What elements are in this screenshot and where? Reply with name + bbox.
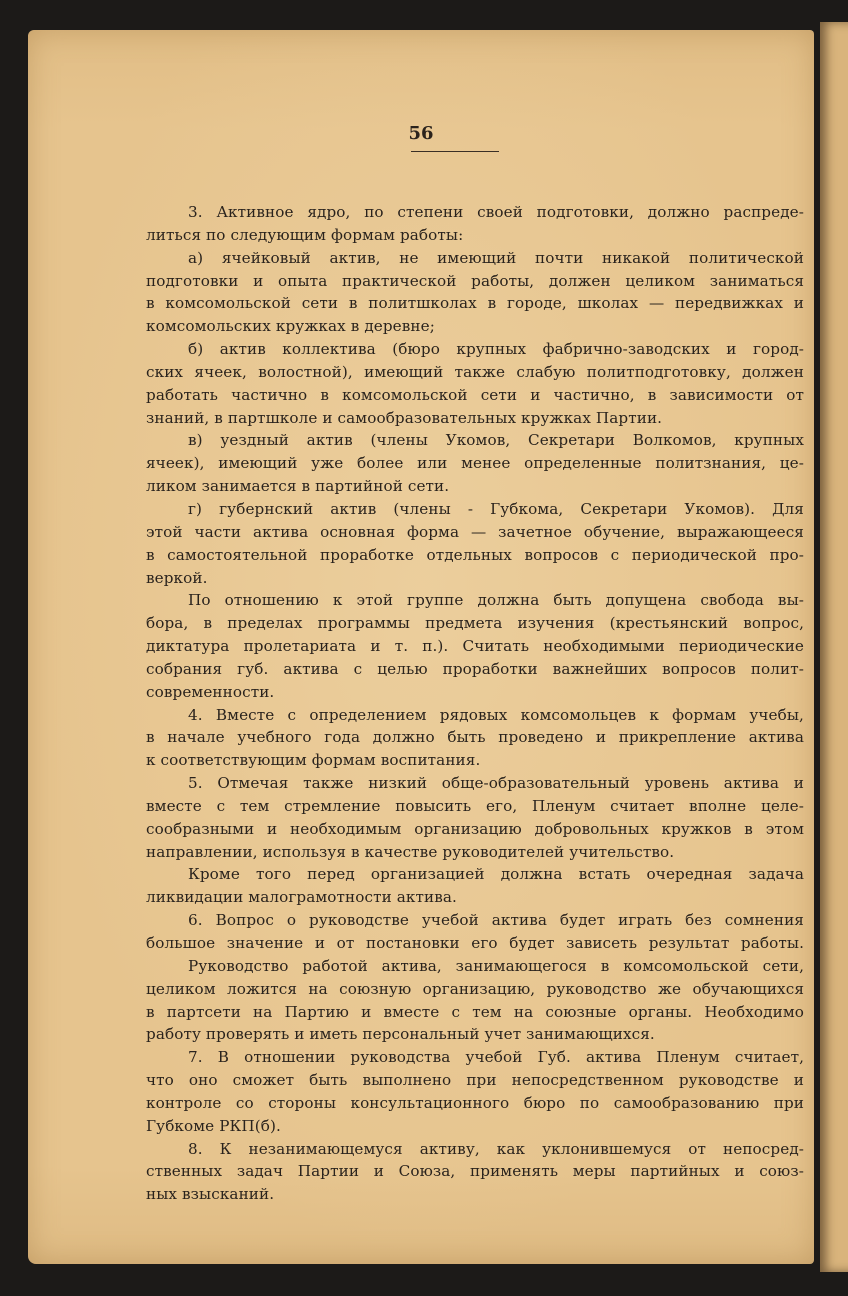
text-line: диктатура пролетариата и т. п.). Считать необходимыми периодические — [146, 637, 804, 656]
text-line: знаний, в партшколе и самообразовательных кружках Партии. — [146, 408, 663, 427]
text-line: 8. К незанимающемуся активу, как уклонившемуся от непосред- — [188, 1139, 804, 1158]
text-line: ликвидации малограмотности актива. — [146, 888, 457, 907]
text-line: Руководство работой актива, занимающегося в комсомольской сети, — [188, 956, 804, 975]
text-line: ликом занимается в партийной сети. — [146, 477, 450, 496]
book-page — [28, 30, 814, 1264]
text-line: в самостоятельной проработке отдельных вопросов с периодической про- — [146, 545, 804, 564]
text-line: 4. Вместе с определением рядовых комсомольцев к формам учебы, — [188, 705, 804, 724]
text-line: в начале учебного года должно быть проведено и прикрепление актива — [146, 728, 804, 747]
text-line: большое значение и от постановки его будет зависеть результат работы. — [146, 934, 804, 952]
text-line: современности. — [146, 682, 275, 701]
text-line: работу проверять и иметь персональный учет занимающихся. — [146, 1025, 655, 1044]
text-line: в партсети на Партию и вместе с тем на союзные органы. Необходимо — [146, 1002, 804, 1021]
text-line: этой части актива основная форма — зачетное обучение, выражающееся — [146, 522, 804, 541]
text-line: сообразными и необходимым организацию добровольных кружков в этом — [146, 819, 804, 838]
text-line: По отношению к этой группе должна быть допущена свобода вы- — [188, 591, 804, 610]
text-line: контроле со стороны консультационного бюро по самообразованию при — [146, 1093, 804, 1112]
text-line: направлении, используя в качестве руководителей учительство. — [146, 842, 675, 861]
text-line: Кроме того перед организацией должна встать очередная задача — [188, 865, 804, 884]
adjacent-page-edge — [820, 22, 848, 1272]
text-line: 3. Активное ядро, по степени своей подготовки, должно распреде- — [188, 203, 804, 221]
text-line: г) губернский актив (члены - Губкома, Секретари Укомов). Для — [188, 499, 804, 518]
text-line: а) ячейковый актив, не имеющий почти никакой политической — [188, 248, 804, 267]
text-line: бора, в пределах программы предмета изучения (крестьянский вопрос, — [146, 614, 804, 633]
text-line: работать частично в комсомольской сети и частично, в зависимости от — [146, 385, 804, 404]
body-text — [146, 201, 804, 1206]
text-line: собрания губ. актива с целью проработки важнейших вопросов полит- — [146, 659, 804, 678]
text-line: в) уездный актив (члены Укомов, Секретари Волкомов, крупных — [188, 431, 804, 450]
text-line: б) актив коллектива (бюро крупных фабрично-заводских и город- — [188, 340, 804, 359]
text-line: что оно сможет быть выполнено при непосредственном руководстве и — [146, 1071, 804, 1090]
text-line: литься по следующим формам работы: — [146, 225, 464, 244]
text-line: 5. Отмечая также низкий обще-образовательный уровень актива и — [188, 774, 804, 793]
text-line: подготовки и опыта практической работы, должен целиком заниматься — [146, 271, 804, 290]
text-line: веркой. — [146, 568, 208, 587]
text-line: ячеек), имеющий уже более или менее определенные политзнания, це- — [146, 454, 804, 473]
text-line: ских ячеек, волостной), имеющий также слабую политподготовку, должен — [146, 362, 804, 381]
text-line: 6. Вопрос о руководстве учебой актива будет играть без сомнения — [188, 911, 804, 930]
page-number: 56 — [408, 123, 434, 144]
text-line: комсомольских кружках в деревне; — [146, 317, 435, 336]
text-line: ственных задач Партии и Союза, применять меры партийных и союз- — [146, 1162, 804, 1181]
text-line: в комсомольской сети в политшколах в городе, школах — передвижках и — [146, 294, 804, 313]
text-line: вместе с тем стремление повысить его, Пленум считает вполне целе- — [146, 796, 804, 815]
text-line: ных взысканий. — [146, 1185, 275, 1204]
text-line: 7. В отношении руководства учебой Губ. актива Пленум считает, — [188, 1048, 804, 1067]
text-line: Губкоме РКП(б). — [146, 1116, 281, 1135]
text-line: к соответствующим формам воспитания. — [146, 751, 481, 770]
page-number-underline — [411, 151, 499, 152]
text-line: целиком ложится на союзную организацию, руководство же обучающихся — [146, 979, 804, 998]
